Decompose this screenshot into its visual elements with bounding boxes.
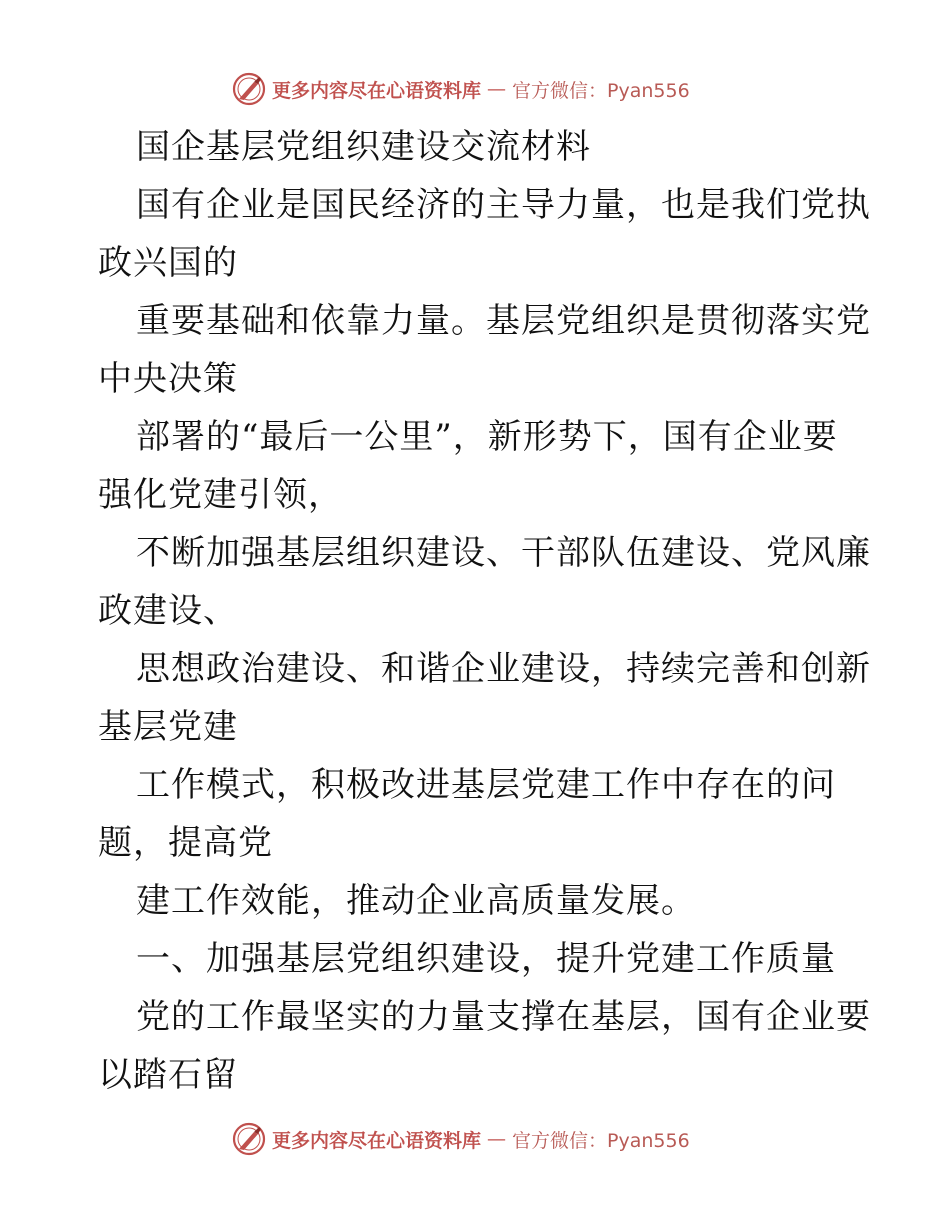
section-heading: 一、加强基层党组织建设，提升党建工作质量 <box>136 939 836 979</box>
paragraph-line: 题，提高党 <box>98 823 273 863</box>
paragraph-line: 重要基础和依靠力量。基层党组织是贯彻落实党 <box>136 301 871 341</box>
paragraph-line: 中央决策 <box>98 359 238 399</box>
paragraph-line: 思想政治建设、和谐企业建设，持续完善和创新 <box>136 649 871 689</box>
pen-logo-icon <box>232 72 266 106</box>
header-brand-text: 更多内容尽在心语资料库 <box>272 79 482 102</box>
header-dash: — <box>487 78 507 100</box>
footer-banner <box>232 1121 690 1157</box>
document-title: 国企基层党组织建设交流材料 <box>136 127 591 167</box>
paragraph-line: 政建设、 <box>98 591 238 631</box>
paragraph-line: 强化党建引领， <box>98 475 343 515</box>
paragraph-line: 国有企业是国民经济的主导力量，也是我们党执 <box>136 185 871 225</box>
paragraph-line: 以踏石留 <box>98 1055 238 1095</box>
paragraph-line: 党的工作最坚实的力量支撑在基层，国有企业要 <box>136 997 871 1037</box>
header-wechat-text: 官方微信：Pyan556 <box>512 79 690 102</box>
paragraph-line: 不断加强基层组织建设、干部队伍建设、党风廉 <box>136 533 871 573</box>
document-body <box>98 118 871 1104</box>
paragraph-line: 部署的“最后一公里”，新形势下，国有企业要 <box>136 417 838 457</box>
paragraph-line: 工作模式，积极改进基层党建工作中存在的问 <box>136 765 836 805</box>
footer-wechat-text: 官方微信：Pyan556 <box>512 1129 690 1152</box>
paragraph-line: 基层党建 <box>98 707 238 747</box>
footer-dash: — <box>487 1128 507 1150</box>
header-banner <box>232 71 690 107</box>
paragraph-line: 建工作效能，推动企业高质量发展。 <box>136 881 696 921</box>
paragraph-line: 政兴国的 <box>98 243 238 283</box>
footer-brand-text: 更多内容尽在心语资料库 <box>272 1129 482 1152</box>
pen-logo-icon <box>232 1122 266 1156</box>
